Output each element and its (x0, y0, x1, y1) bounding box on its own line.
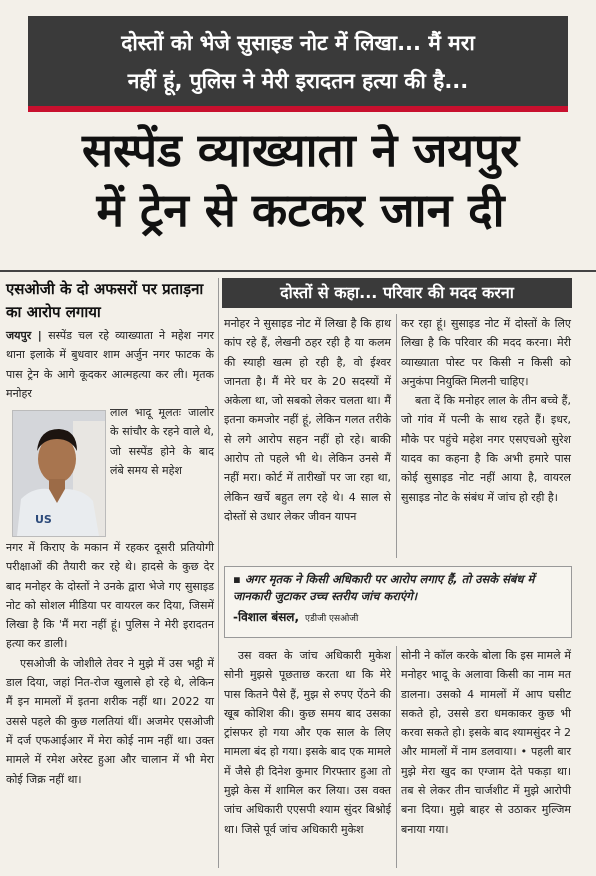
headline-line-1: सस्पेंड व्याख्याता ने जयपुर (81, 123, 520, 177)
article-paragraph: कर रहा हूं। सुसाइड नोट में दोस्तों के लिए लिखा है कि परिवार की मदद करना। मेरी व्याख्याता पोस्ट पर किसी न किसी को अनुकंपा नियुक्ति मिलनी चाहिए। (401, 317, 571, 388)
article-col3-bottom (401, 646, 571, 839)
quote-attribution (233, 609, 563, 627)
article-paragraph: सोनी ने कॉल करके बोला कि इस मामले में मनोहर भादू के अलावा किसी का नाम मत डालना। उसको 4 मामलों में आप घसीट सकते हो, उससे डरा धमकाकर कुछ भी करवा सकते हो। इसके बाद श्यामसुंदर ने 2 और मामलों में नाम डलवाया। • पहली बार मुझे मेरा खुद का एग्जाम देते पकड़ा था। तब से लेकर तीन चार्जशीट में मुझे आरोपी बना दिया। मुझे बाहर से उठाकर मुल्जिम बनाया गया। (401, 649, 571, 836)
article-paragraph: लाल भादू मूलतः जालोर के सांचौर के रहने वाले थे, जो सस्पेंड होने के बाद लंबे समय से महेश (110, 406, 214, 477)
article-paragraph: बता दें कि मनोहर लाल के तीन बच्चे हैं, जो गांव में पत्नी के साथ रहते हैं। इधर, मौके पर पहुंचे महेश नगर एसएचओ सुरेश यादव का कहना है कि अभी हमारे पास कोई सुसाइड नोट नहीं आया है, वायरल सुसाइड नोट के संबंध में जांच हो रही है। (401, 394, 571, 504)
quote-box (224, 566, 572, 638)
person-photo-illustration (13, 411, 105, 536)
article-col2-bottom (224, 646, 391, 839)
quote-text (233, 571, 563, 605)
dateline: जयपुर | (6, 329, 49, 342)
kicker-line-2: नहीं हूं, पुलिस ने मेरी इरादतन हत्या की है... (127, 69, 469, 93)
article-paragraph: एसओजी के जोशीले तेवर ने मुझे में उस भट्ठी में डाल दिया, जहां नित-रोज खुलासे हो रहे थे, लेकिन मैं इन मामलों में इतना शरीक नहीं था। 2022 या उससे पहले की कुछ गलतियां थीं। अजमेर एसओजी में दर्ज एफआईआर में मेरा कोई नाम नहीं था। उक्त मामले में रमेश अरेस्ट हुआ और चालान में भी मेरा कोई जिक्र नहीं था। (6, 656, 214, 786)
kicker-banner (28, 16, 568, 112)
article-paragraph: उस वक्त के जांच अधिकारी मुकेश सोनी मुझसे पूछताछ करता था कि मेरे पास कितने पैसे हैं, मुझ से रुपए ऐंठने की खूब कोशिश की। कुछ समय बाद उसका ट्रांसफर हो गया और एक साल के लिए मामला बंद हो गया। इसके बाद एक मामले में जैसे ही दिनेश कुमार गिरफ्तार हुआ तो मुझे केस में शामिल कर लिया। उस वक्त जांच अधिकारी एएसपी श्याम सुंदर बिश्नोई था। जिसे पूर्व जांच अधिकारी मुकेश (224, 649, 391, 836)
article-paragraph: नगर में किराए के मकान में रहकर दूसरी प्रतियोगी परीक्षाओं की तैयारी कर रहे थे। हादसे के कुछ देर बाद मनोहर के दोस्तों ने उनके द्वारा भेजे गए सुसाइड नोट को सोशल मीडिया पर वायरल कर दिया, जिसमें लिखा है कि 'मैं मरा नहीं हूं। पुलिस ने मेरी इरादतन हत्या कर डाली। (6, 541, 214, 651)
column-divider (218, 278, 219, 868)
article-col1-intro (6, 326, 214, 403)
column-divider (396, 314, 397, 558)
article-col1-main (6, 538, 214, 789)
quote-author: -विशाल बंसल, (233, 610, 300, 624)
subheadline: एसओजी के दो अफसरों पर प्रताड़ना का आरोप लगाया (6, 280, 204, 321)
main-headline (28, 120, 573, 240)
person-photo (12, 410, 106, 537)
quote-marker-icon: ▪ (233, 572, 245, 586)
box-heading: दोस्तों से कहा... परिवार की मदद करना (222, 278, 572, 308)
shirt-print-text: US (35, 513, 52, 526)
article-col3-top (401, 314, 571, 507)
headline-line-2: में ट्रेन से कटकर जान दी (96, 183, 505, 237)
article-col2-top (224, 314, 391, 526)
article-paragraph: सस्पेंड चल रहे व्याख्याता ने महेश नगर थाना इलाके में बुधवार शाम अर्जुन नगर फाटक के पास ट्रेन के आगे कूदकर आत्महत्या कर ली। मृतक मनोहर (6, 329, 215, 400)
quote-author-role: एडीजी एसओजी (305, 614, 359, 624)
column-divider (396, 646, 397, 868)
article-paragraph: मनोहर ने सुसाइड नोट में लिखा है कि हाथ कांप रहे हैं, लेखनी ठहर रही है या कलम की स्याही खत्म हो रही है, वो ईश्वर जानता है। मैं मेरे घर के 20 सदस्यों में अकेला था, जो सबको लेकर चलता था। मैं इतना कमजोर नहीं हूं, लेकिन गलत तरीके से लगे आरोप सहन नहीं हो रहे। बाकी आरोप तो पहले भी थे। लेकिन उनसे मैं नहीं मरा। कोर्ट में तारीखों पर जा रहा था, लेकिन खर्चे बहुत लग रहे थे। 4 साल से दोस्तों से उधार लेकर जीवन यापन (224, 317, 391, 523)
quote-body: अगर मृतक ने किसी अधिकारी पर आरोप लगाए हैं, तो उसके संबंध में जानकारी जुटाकर उच्च स्तरीय जांच कराएंगे। (233, 572, 535, 603)
section-divider (0, 270, 596, 272)
article-col1-beside-photo (110, 403, 214, 480)
kicker-line-1: दोस्तों को भेजे सुसाइड नोट में लिखा... मैं मरा (121, 31, 475, 55)
